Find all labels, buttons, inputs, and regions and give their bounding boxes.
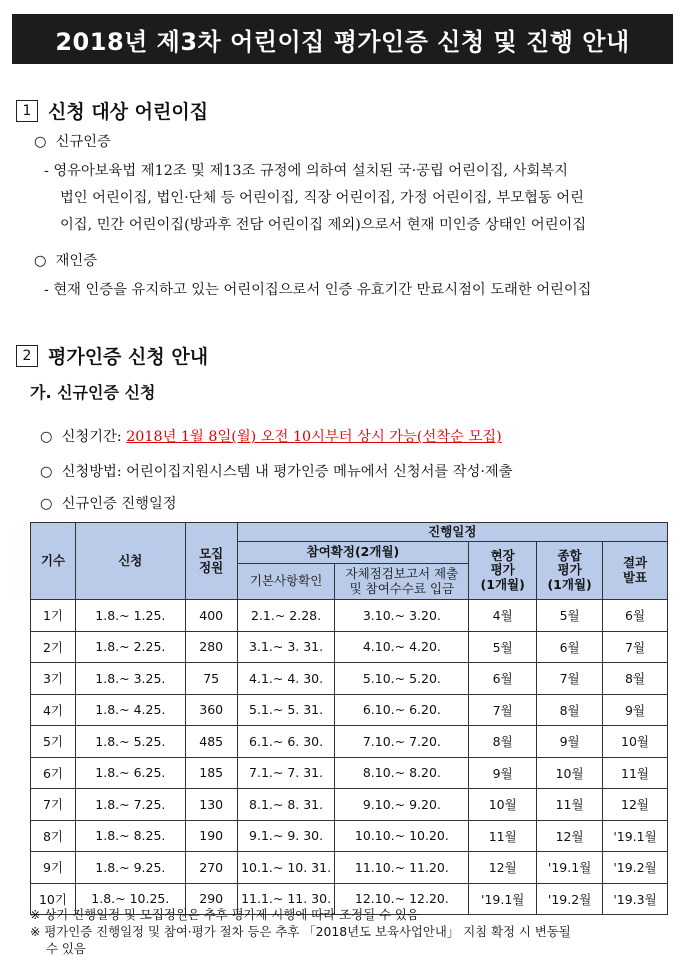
note-2: ※ 평가인증 진행일정 및 참여·평가 절차 등은 추후 「2018년도 보육사업안내」 지침 확정 시 변동될 [30,924,571,939]
cell-quota: 190 [185,820,237,852]
cell-quota: 400 [185,600,237,632]
re-cert-desc: - 현재 인증을 유지하고 있는 어린이집으로서 인증 유효기간 만료시점이 도래한 어린이집 [44,282,592,298]
apply-method-text: 신청방법: 어린이집지원시스템 내 평가인증 메뉴에서 신청서를 작성·제출 [61,464,513,480]
cell-total-eval: '19.1월 [537,852,603,884]
cell-basic-check: 10.1.~ 10. 31. [237,852,335,884]
cell-site-eval: 6월 [469,663,537,695]
schedule-table [30,522,668,915]
new-cert-desc-line-1: - 영유아보육법 제12조 및 제13조 규정에 의하여 설치된 국·공립 어린이집, 사회복지 [44,163,568,179]
table-row [31,789,668,821]
schedule-label: 신규인증 진행일정 [61,496,177,512]
cell-total-eval: 8월 [537,694,603,726]
cell-apply-period: 1.8.~ 2.25. [75,631,185,663]
cell-term: 5기 [31,726,76,758]
circle-bullet-icon: ○ [40,464,62,480]
cell-total-eval: 5월 [537,600,603,632]
cell-site-eval: 9월 [469,757,537,789]
cell-total-eval: 7월 [537,663,603,695]
page-title: 2018년 제3차 어린이집 평가인증 신청 및 진행 안내 [55,27,630,56]
cell-basic-check: 5.1.~ 5. 31. [237,694,335,726]
cell-term: 2기 [31,631,76,663]
table-row [31,694,668,726]
section-number: 1 [16,100,38,122]
cell-result: '19.2월 [603,852,668,884]
cell-quota: 185 [185,757,237,789]
cell-total-eval: 6월 [537,631,603,663]
cell-basic-check: 11.1.~ 11. 30. [237,883,335,915]
section-title: 평가인증 신청 안내 [48,346,209,368]
cell-basic-check: 2.1.~ 2.28. [237,600,335,632]
cell-result: 9월 [603,694,668,726]
section-1-heading [16,97,208,124]
cell-site-eval: 8월 [469,726,537,758]
circle-bullet-icon: ○ [40,429,62,445]
schedule-table-body [31,600,668,915]
cell-site-eval: 7월 [469,694,537,726]
cell-site-eval: 11월 [469,820,537,852]
new-cert-item [34,135,111,149]
page-title-banner [12,14,673,64]
cell-basic-check: 6.1.~ 6. 30. [237,726,335,758]
circle-bullet-icon: ○ [34,134,56,150]
cell-term: 4기 [31,694,76,726]
cell-term: 7기 [31,789,76,821]
cell-basic-check: 7.1.~ 7. 31. [237,757,335,789]
cell-apply-period: 1.8.~ 10.25. [75,883,185,915]
cell-result: '19.3월 [603,883,668,915]
cell-report: 7.10.~ 7.20. [335,726,469,758]
cell-result: 11월 [603,757,668,789]
header-result: 결과 발표 [603,542,668,600]
cell-result: 8월 [603,663,668,695]
cell-term: 8기 [31,820,76,852]
cell-report: 9.10.~ 9.20. [335,789,469,821]
cell-report: 12.10.~ 12.20. [335,883,469,915]
circle-bullet-icon: ○ [34,253,56,269]
header-progress: 진행일정 [237,523,667,542]
cell-quota: 130 [185,789,237,821]
cell-term: 3기 [31,663,76,695]
header-quota: 모집 정원 [185,523,237,600]
section-2-heading [16,342,208,369]
cell-total-eval: '19.2월 [537,883,603,915]
cell-result: 6월 [603,600,668,632]
cell-quota: 75 [185,663,237,695]
cell-total-eval: 9월 [537,726,603,758]
header-basic-check: 기본사항확인 [237,564,335,600]
cell-quota: 270 [185,852,237,884]
cell-site-eval: 5월 [469,631,537,663]
cell-site-eval: 10월 [469,789,537,821]
cell-site-eval: 12월 [469,852,537,884]
table-row [31,726,668,758]
header-apply: 신청 [75,523,185,600]
cell-quota: 360 [185,694,237,726]
cell-result: 12월 [603,789,668,821]
cell-quota: 280 [185,631,237,663]
section-number: 2 [16,345,38,367]
subsection-title: 가. 신규인증 신청 [30,383,156,402]
cell-report: 5.10.~ 5.20. [335,663,469,695]
circle-bullet-icon: ○ [40,496,62,512]
cell-total-eval: 12월 [537,820,603,852]
cell-report: 3.10.~ 3.20. [335,600,469,632]
cell-quota: 485 [185,726,237,758]
re-cert-item [34,254,97,268]
cell-apply-period: 1.8.~ 5.25. [75,726,185,758]
schedule-label-item [40,497,177,511]
re-cert-label: 재인증 [55,253,98,269]
cell-result: 10월 [603,726,668,758]
header-confirm: 참여확정(2개월) [237,542,469,564]
cell-total-eval: 10월 [537,757,603,789]
table-row [31,757,668,789]
new-cert-label: 신규인증 [55,134,111,150]
cell-term: 10기 [31,883,76,915]
cell-report: 8.10.~ 8.20. [335,757,469,789]
header-site-eval: 현장 평가 (1개월) [469,542,537,600]
cell-term: 1기 [31,600,76,632]
cell-basic-check: 9.1.~ 9. 30. [237,820,335,852]
cell-report: 10.10.~ 10.20. [335,820,469,852]
new-cert-desc-line-2: 법인 어린이집, 법인·단체 등 어린이집, 직장 어린이집, 가정 어린이집, 부모협동 어린 [60,190,584,206]
cell-apply-period: 1.8.~ 9.25. [75,852,185,884]
cell-apply-period: 1.8.~ 6.25. [75,757,185,789]
new-cert-desc-line-3: 이집, 민간 어린이집(방과후 전담 어린이집 제외)으로서 현재 미인증 상태인 어린이집 [60,217,587,233]
cell-apply-period: 1.8.~ 8.25. [75,820,185,852]
cell-report: 11.10.~ 11.20. [335,852,469,884]
table-row [31,631,668,663]
cell-total-eval: 11월 [537,789,603,821]
cell-basic-check: 4.1.~ 4. 30. [237,663,335,695]
apply-period-item [40,430,502,444]
cell-apply-period: 1.8.~ 4.25. [75,694,185,726]
cell-report: 4.10.~ 4.20. [335,631,469,663]
note-2-continued: 수 있음 [46,941,86,956]
cell-basic-check: 8.1.~ 8. 31. [237,789,335,821]
table-row [31,852,668,884]
cell-report: 6.10.~ 6.20. [335,694,469,726]
table-row [31,600,668,632]
header-total-eval: 종합 평가 (1개월) [537,542,603,600]
apply-period-label: 신청기간: [61,429,122,445]
table-row [31,663,668,695]
header-report: 자체점검보고서 제출 및 참여수수료 입금 [335,564,469,600]
cell-apply-period: 1.8.~ 7.25. [75,789,185,821]
section-title: 신청 대상 어린이집 [48,101,209,123]
apply-method-item [40,465,513,479]
cell-basic-check: 3.1.~ 3. 31. [237,631,335,663]
table-row [31,820,668,852]
cell-apply-period: 1.8.~ 3.25. [75,663,185,695]
apply-period-value: 2018년 1월 8일(월) 오전 10시부터 상시 가능(선착순 모집) [126,429,502,445]
cell-term: 9기 [31,852,76,884]
cell-site-eval: '19.1월 [469,883,537,915]
cell-result: 7월 [603,631,668,663]
cell-result: '19.1월 [603,820,668,852]
cell-apply-period: 1.8.~ 1.25. [75,600,185,632]
cell-quota: 290 [185,883,237,915]
cell-term: 6기 [31,757,76,789]
cell-site-eval: 4월 [469,600,537,632]
note-1: ※ 상기 진행일정 및 모집정원은 추후 평가제 시행에 따라 조정될 수 있음 [30,907,419,922]
header-term: 기수 [31,523,76,600]
